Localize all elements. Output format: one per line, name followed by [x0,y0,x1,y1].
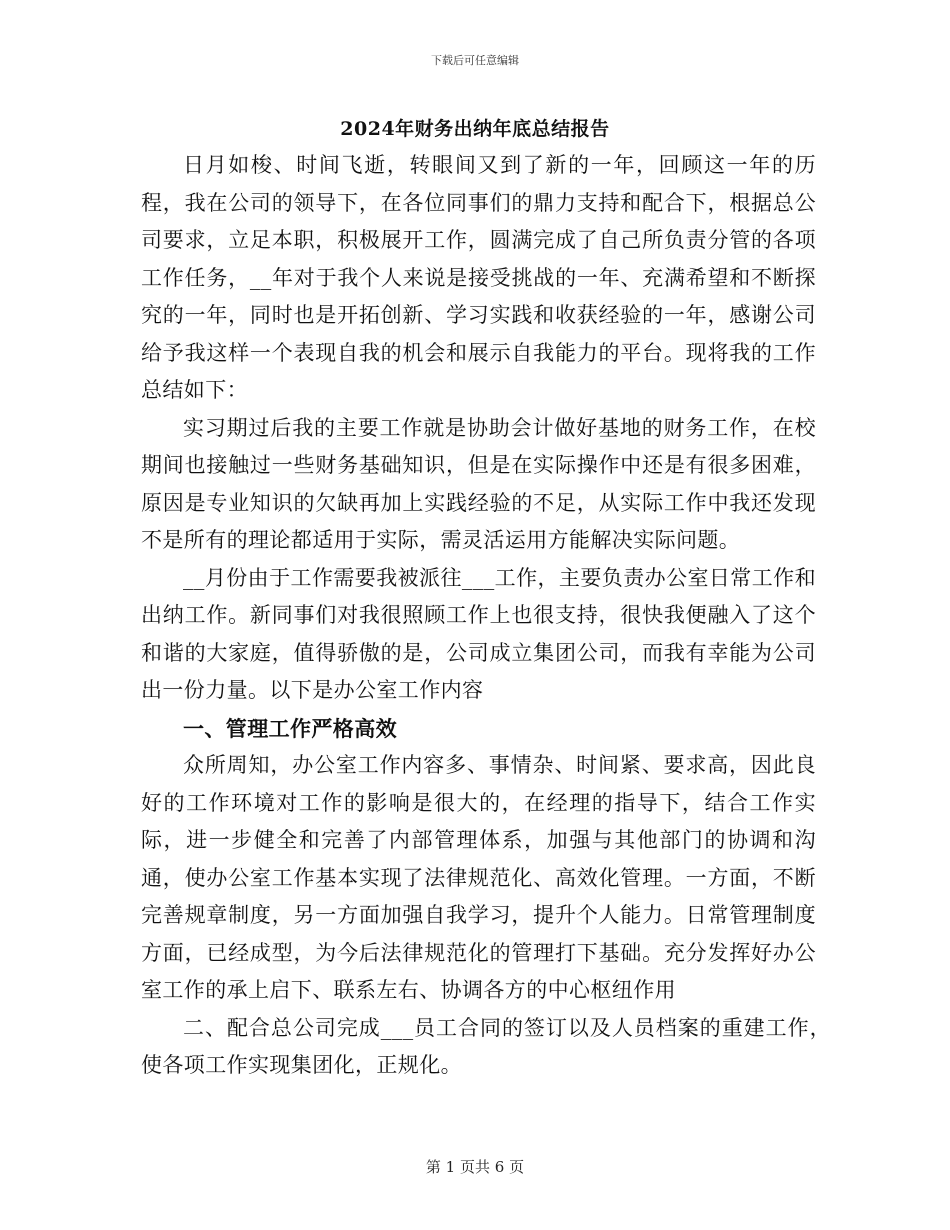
page-number-footer: 第 1 页共 6 页 [425,1158,525,1176]
document-title: 2024年财务出纳年底总结报告 [340,118,610,140]
paragraph-intro: 日月如梭、时间飞逝，转眼间又到了新的一年，回顾这一年的历程，我在公司的领导下，在各位同事们的鼎力支持和配合下，根据总公司要求，立足本职，积极展开工作，圆满完成了自己所负责分管的各项工作任务，__年对于我个人来说是接受挑战的一年、充满希望和不断探究的一年，同时也是开拓创新、学习实践和收获经验的一年，感谢公司给予我这样一个表现自我的机会和展示自我能力的平台。现将我的工作总结如下： [141,153,816,402]
paragraph-internship: 实习期过后我的主要工作就是协助会计做好基地的财务工作，在校期间也接触过一些财务基础知识，但是在实际操作中还是有很多困难，原因是专业知识的欠缺再加上实践经验的不足，从实际工作中我还发现不是所有的理论都适用于实际，需灵活运用方能解决实际问题。 [141,415,816,552]
page-header-note: 下载后可任意编辑 [431,54,519,67]
paragraph-assignment: __月份由于工作需要我被派往___工作，主要负责办公室日常工作和出纳工作。新同事们对我很照顾工作上也很支持，很快我便融入了这个和谐的大家庭，值得骄傲的是，公司成立集团公司，而我有幸能为公司出一份力量。以下是办公室工作内容 [141,565,816,702]
section-heading-management: 一、管理工作严格高效 [183,715,397,741]
paragraph-section-two: 二、配合总公司完成___员工合同的签订以及人员档案的重建工作，使各项工作实现集团化，正规化。 [141,1015,831,1077]
document-body [141,147,831,1085]
paragraph-management: 众所周知，办公室工作内容多、事情杂、时间紧、要求高，因此良好的工作环境对工作的影响是很大的，在经理的指导下，结合工作实际，进一步健全和完善了内部管理体系，加强与其他部门的协调和沟通，使办公室工作基本实现了法律规范化、高效化管理。一方面，不断完善规章制度，另一方面加强自我学习，提升个人能力。日常管理制度方面，已经成型，为今后法律规范化的管理打下基础。充分发挥好办公室工作的承上启下、联系左右、协调各方的中心枢纽作用 [141,753,816,1002]
